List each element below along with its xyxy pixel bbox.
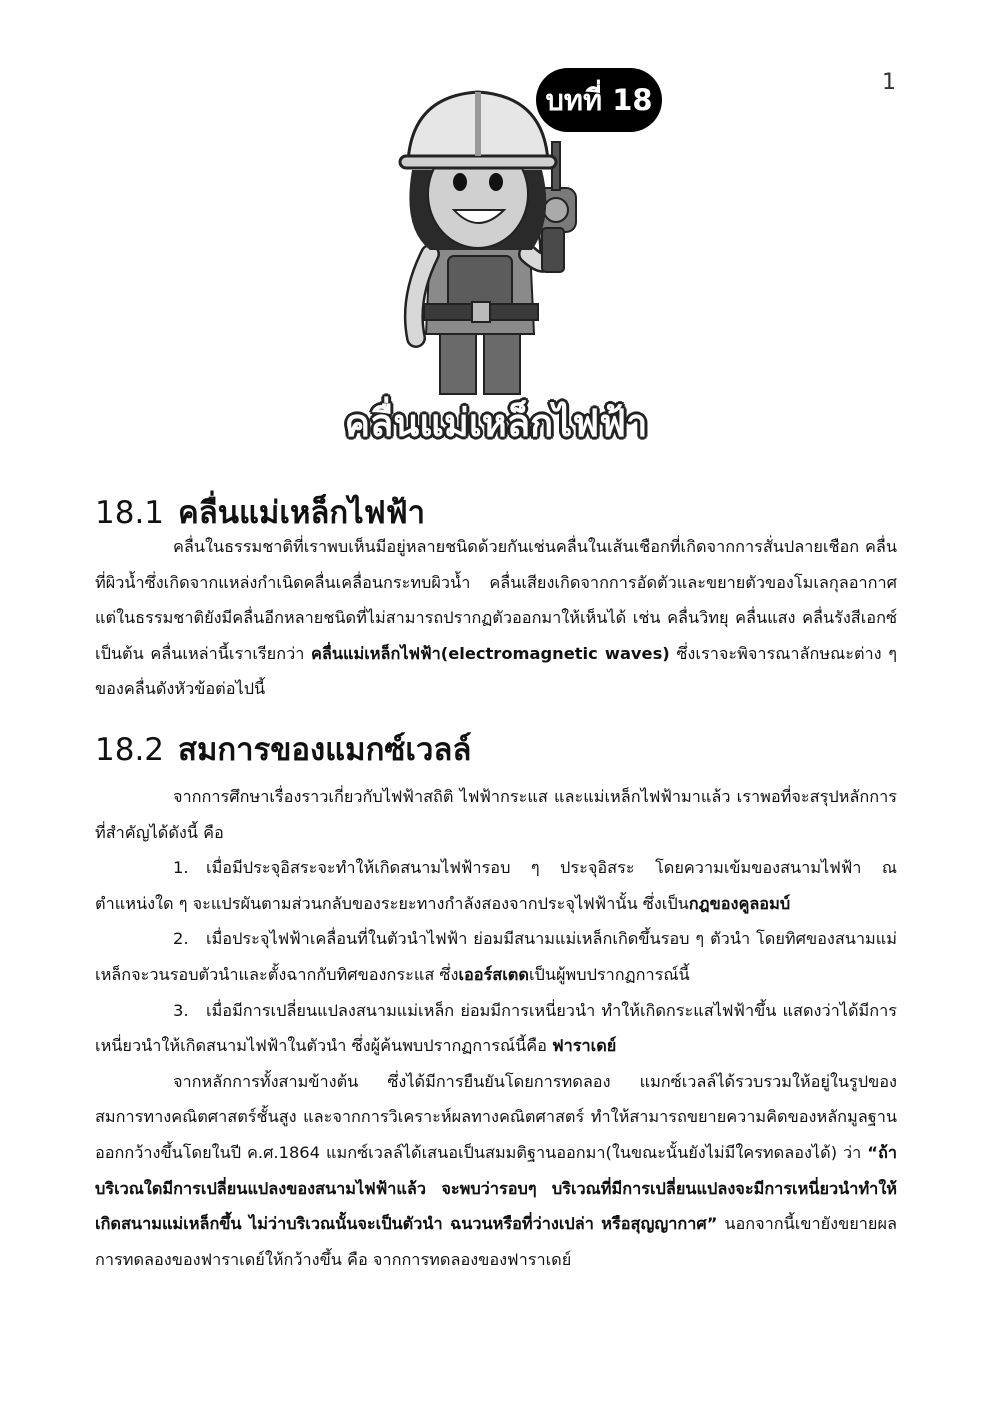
chapter-title: คลื่นแม่เหล็กไฟฟ้า bbox=[344, 401, 648, 445]
section-number: 18.2 bbox=[95, 732, 165, 768]
section-title: สมการของแมกซ์เวลล์ bbox=[178, 732, 472, 768]
paragraph: จากการศึกษาเรื่องราวเกี่ยวกับไฟฟ้าสถิติ ไฟฟ้ากระแส และแม่เหล็กไฟฟ้ามาแล้ว เราพอที่จะสรุปหลักการที่สำคัญได้ดังนี้ คือ bbox=[95, 787, 897, 842]
section-heading-18-2 bbox=[95, 724, 471, 774]
bold-quote: “ถ้าบริเวณใดมีการเปลี่ยนแปลงของสนามไฟฟ้าแล้ว จะพบว่ารอบๆ บริเวณที่มีการเปลี่ยนแปลงจะมีการเหนี่ยวนำทำให้เกิดสนามแม่เหล็กขึ้น ไม่ว่าบริเวณนั้นจะเป็นตัวนำ ฉนวนหรือที่ว่างเปล่า หรือสุญญากาศ” bbox=[95, 1142, 897, 1234]
section-number: 18.1 bbox=[95, 495, 165, 531]
bold-term: เออร์สเตด bbox=[458, 964, 529, 984]
list-number: 2. bbox=[173, 929, 189, 949]
bold-term: ฟาราเดย์ bbox=[552, 1036, 617, 1056]
list-item: 1. เมื่อมีประจุอิสระจะทำให้เกิดสนามไฟฟ้ารอบ ๆ ประจุอิสระ โดยความเข้มของสนามไฟฟ้า ณ ตำแหน่งใด ๆ จะแปรผันตามส่วนกลับของระยะทางกำลังสองจากประจุไฟฟ้านั้น ซึ่งเป็นกฎของคูลอมบ์ bbox=[95, 850, 897, 921]
list-item: 3. เมื่อมีการเปลี่ยนแปลงสนามแม่เหล็ก ย่อมมีการเหนี่ยวนำ ทำให้เกิดกระแสไฟฟ้าขึ้น แสดงว่าได้มีการเหนี่ยวนำให้เกิดสนามไฟฟ้าในตัวนำ ซึ่งผู้ค้นพบปรากฏการณ์นี้คือ ฟาราเดย์ bbox=[95, 993, 897, 1064]
chapter-badge bbox=[536, 68, 662, 132]
section-2-body bbox=[95, 779, 897, 1277]
list-number: 3. bbox=[173, 1000, 189, 1020]
bold-term: คลื่นแม่เหล็กไฟฟ้า(electromagnetic waves) bbox=[311, 643, 670, 663]
page-number: 1 bbox=[882, 70, 896, 95]
paragraph: คลื่นในธรรมชาติที่เราพบเห็นมีอยู่หลายชนิดด้วยกันเช่นคลื่นในเส้นเชือกที่เกิดจากการสั่นปลายเชือก คลื่นที่ผิวน้ำซึ่งเกิดจากแหล่งกำเนิดคลื่นเคลื่อนกระทบผิวน้ำ คลื่นเสียงเกิดจากการอัดตัวและขยายตัวของโมเลกุลอากาศ แต่ในธรรมชาติยังมีคลื่นอีกหลายชนิดที่ไม่สามารถปรากฏตัวออกมาให้เห็นได้ เช่น คลื่นวิทยุ คลื่นแสง คลื่นรังสีเอกซ์ เป็นต้น คลื่นเหล่านี้เราเรียกว่า คลื่นแม่เหล็กไฟฟ้า(electromagnetic waves) ซึ่งเราจะพิจารณาลักษณะต่าง ๆ ของคลื่นดังหัวข้อต่อไปนี้ bbox=[95, 537, 897, 699]
chapter-badge-label: บทที่ 18 bbox=[545, 83, 653, 117]
section-1-body bbox=[95, 529, 897, 707]
list-number: 1. bbox=[173, 858, 189, 878]
bold-term: กฎของคูลอมบ์ bbox=[688, 893, 791, 913]
section-title: คลื่นแม่เหล็กไฟฟ้า bbox=[178, 495, 426, 531]
list-item: 2. เมื่อประจุไฟฟ้าเคลื่อนที่ในตัวนำไฟฟ้า ย่อมมีสนามแม่เหล็กเกิดขึ้นรอบ ๆ ตัวนำ โดยทิศของสนามแม่เหล็กจะวนรอบตัวนำและตั้งฉากกับทิศของกระแส ซึ่งเออร์สเตดเป็นผู้พบปรากฏการณ์นี้ bbox=[95, 921, 897, 992]
paragraph: จากหลักการทั้งสามข้างต้น ซึ่งได้มีการยืนยันโดยการทดลอง แมกซ์เวลล์ได้รวบรวมให้อยู่ในรูปของสมการทางคณิตศาสตร์ชั้นสูง และจากการวิเคราะห์ผลทางคณิตศาสตร์ ทำให้สามารถขยายความคิดของหลักมูลฐานออกกว้างขึ้นโดยในปี ค.ศ.1864 แมกซ์เวลล์ได้เสนอเป็นสมมติฐานออกมา(ในขณะนั้นยังไม่มีใครทดลองได้) ว่า “ถ้าบริเวณใดมีการเปลี่ยนแปลงของสนามไฟฟ้าแล้ว จะพบว่ารอบๆ บริเวณที่มีการเปลี่ยนแปลงจะมีการเหนี่ยวนำทำให้เกิดสนามแม่เหล็กขึ้น ไม่ว่าบริเวณนั้นจะเป็นตัวนำ ฉนวนหรือที่ว่างเปล่า หรือสุญญากาศ” นอกจากนี้เขายังขยายผลการทดลองของฟาราเดย์ให้กว้างขึ้น คือ จากการทดลองของฟาราเดย์ bbox=[95, 1071, 897, 1269]
